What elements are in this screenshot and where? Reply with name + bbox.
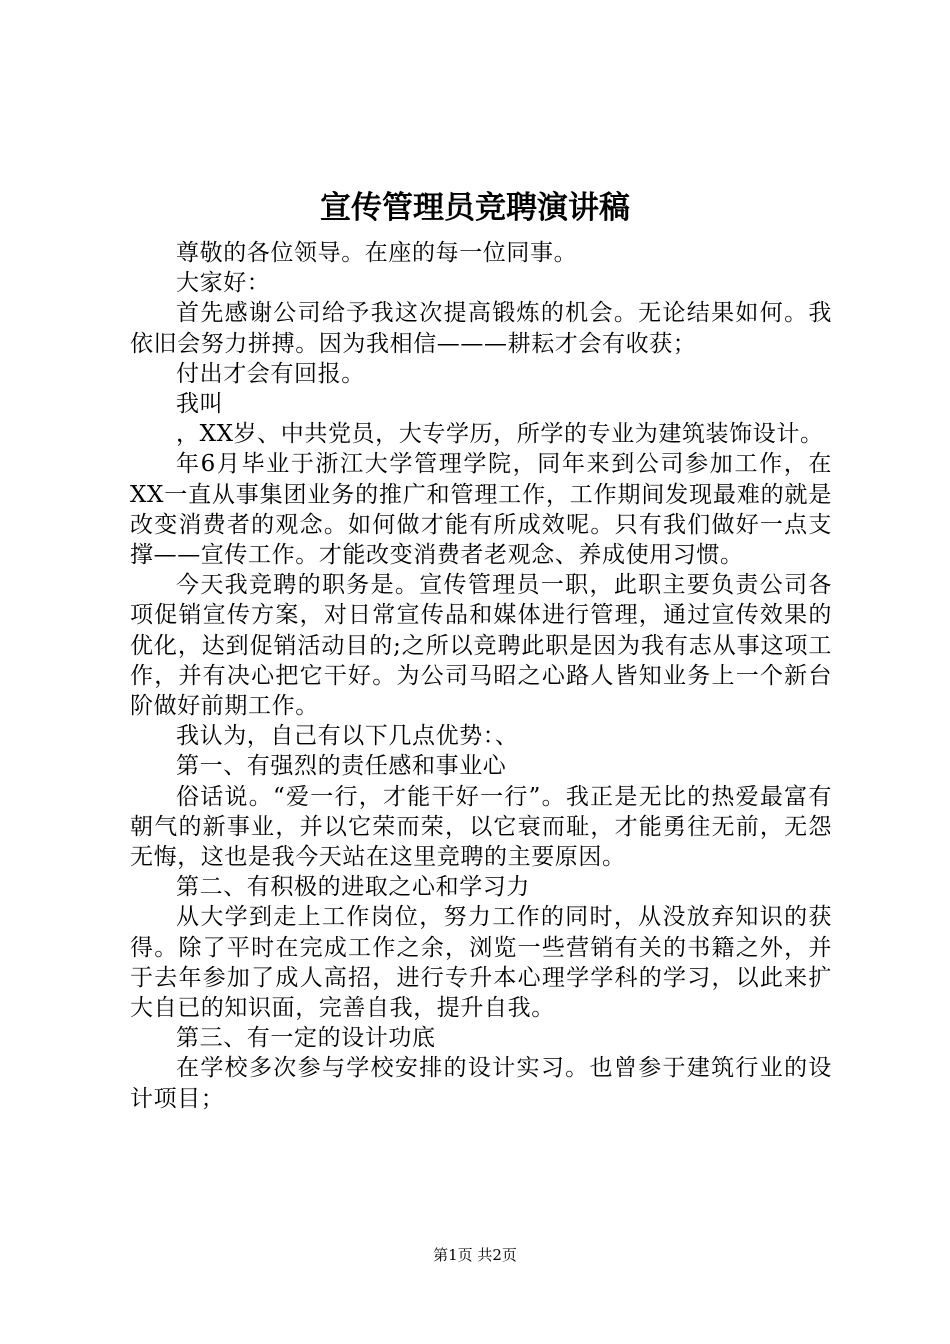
paragraph: 今天我竞聘的职务是。宣传管理员一职，此职主要负责公司各项促销宣传方案，对日常宣传品和媒体进行管理，通过宣传效果的优化，达到促销活动目的;之所以竞聘此职是因为我有志从事这项工作，并有决心把它干好。为公司马昭之心路人皆知业务上一个新台阶做好前期工作。 (130, 572, 832, 720)
page-footer: 第1页 共2页 (433, 1246, 517, 1264)
paragraph: 我叫 (176, 391, 224, 418)
paragraph: 我认为，自己有以下几点优势：、 (176, 723, 519, 750)
document-body (130, 238, 832, 1114)
section-heading: 第一、有强烈的责任感和事业心 (176, 753, 507, 780)
paragraph: 年6月毕业于浙江大学管理学院，同年来到公司参加工作，在XX一直从事集团业务的推广和管理工作，工作期间发现最难的就是改变消费者的观念。如何做才能有所成效呢。只有我们做好一点支撑——宣传工作。才能改变消费者老观念、养成使用习惯。 (130, 451, 832, 569)
paragraph: ，XX岁、中共党员，大专学历，所学的专业为建筑装饰设计。 (176, 421, 824, 448)
paragraph: 尊敬的各位领导。在座的每一位同事。 (176, 240, 578, 266)
paragraph: 俗话说。“爱一行，才能干好一行”。我正是无比的热爱最富有朝气的新事业，并以它荣而荣，以它衰而耻，才能勇往无前，无怨无悔，这也是我今天站在这里竞聘的主要原因。 (130, 783, 832, 871)
paragraph: 首先感谢公司给予我这次提高锻炼的机会。无论结果如何。我依旧会努力拼搏。因为我相信———耕耘才会有收获； (130, 300, 832, 357)
section-heading: 第二、有积极的进取之心和学习力 (176, 874, 530, 901)
document-title: 宣传管理员竞聘演讲稿 (320, 190, 630, 226)
section-heading: 第三、有一定的设计功底 (176, 1025, 436, 1052)
paragraph: 付出才会有回报。 (176, 360, 365, 387)
paragraph: 在学校多次参与学校安排的设计实习。也曾参于建筑行业的设计项目； (130, 1055, 832, 1112)
paragraph: 大家好： (176, 270, 271, 297)
paragraph: 从大学到走上工作岗位，努力工作的同时，从没放弃知识的获得。除了平时在完成工作之余，浏览一些营销有关的书籍之外，并于去年参加了成人高招，进行专升本心理学学科的学习，以此来扩大自已的知识面，完善自我，提升自我。 (130, 904, 832, 1022)
